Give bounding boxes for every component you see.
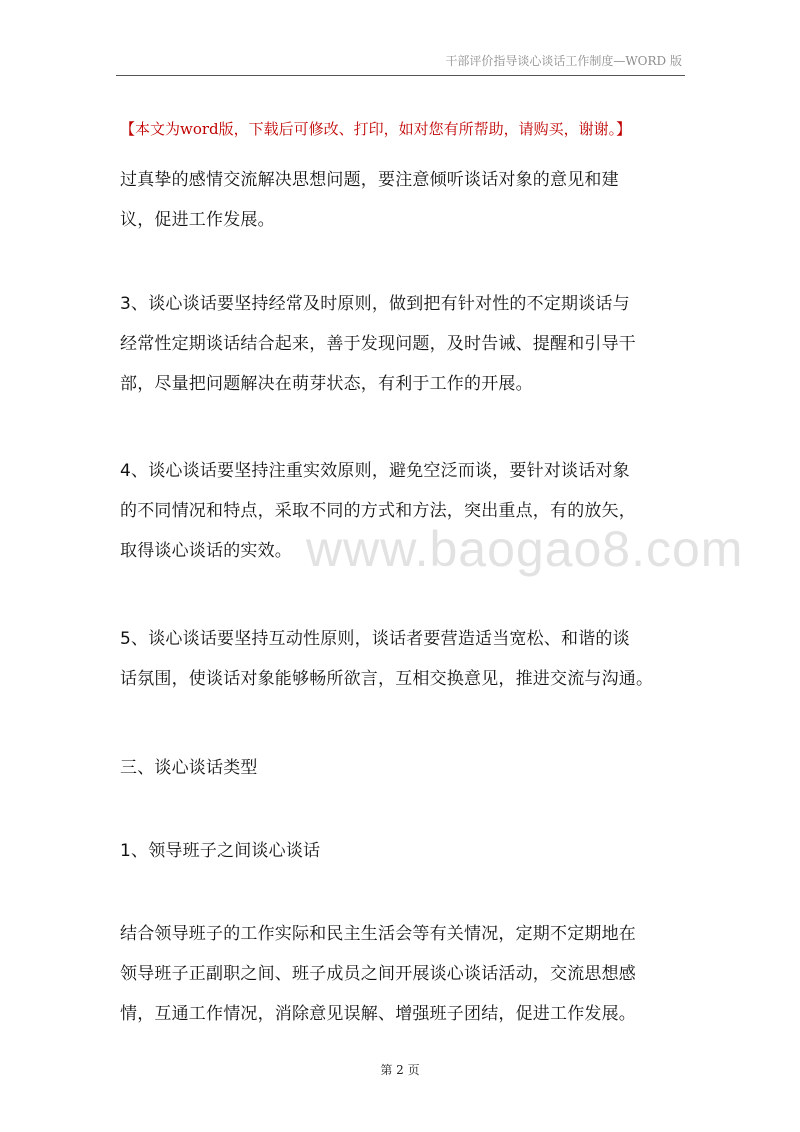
paragraph-line: 过真挚的感情交流解决思想问题，要注意倾听谈话对象的意见和建 bbox=[120, 170, 619, 190]
paragraph-line: 议，促进工作发展。 bbox=[120, 210, 275, 230]
paragraph-principle-5 bbox=[120, 619, 692, 699]
paragraph-line: 部，尽量把问题解决在萌芽状态，有利于工作的开展。 bbox=[120, 374, 533, 394]
paragraph-line: 3、谈心谈话要坚持经常及时原则，做到把有针对性的不定期谈话与 bbox=[120, 294, 630, 314]
paragraph-principle-4 bbox=[120, 451, 692, 571]
header-divider bbox=[116, 75, 685, 76]
heading-line: 三、谈心谈话类型 bbox=[120, 758, 258, 778]
site-watermark: www.baogao8.com bbox=[306, 521, 744, 577]
heading-line: 1、领导班子之间谈心谈话 bbox=[120, 841, 321, 861]
paragraph-line: 4、谈心谈话要坚持注重实效原则，避免空泛而谈，要针对谈话对象 bbox=[120, 461, 630, 481]
paragraph-line: 取得谈心谈话的实效。 bbox=[120, 541, 292, 561]
paragraph-line: 5、谈心谈话要坚持互动性原则，谈话者要营造适当宽松、和谐的谈 bbox=[120, 629, 630, 649]
paragraph-line: 情，互通工作情况，消除意见误解、增强班子团结，促进工作发展。 bbox=[120, 1004, 636, 1024]
page-number: 第 2 页 bbox=[380, 1063, 420, 1077]
purchase-notice: 【本文为word版，下载后可修改、打印，如对您有所帮助，请购买，谢谢。】 bbox=[120, 120, 632, 138]
paragraph-line: 经常性定期谈话结合起来，善于发现问题，及时告诫、提醒和引导干 bbox=[120, 334, 636, 354]
paragraph-leadership-talks bbox=[120, 914, 692, 1034]
paragraph-line: 结合领导班子的工作实际和民主生活会等有关情况，定期不定期地在 bbox=[120, 924, 636, 944]
paragraph-line: 话氛围，使谈话对象能够畅所欲言，互相交换意见，推进交流与沟通。 bbox=[120, 669, 654, 689]
subheading-leadership-talks bbox=[120, 831, 692, 871]
paragraph-line: 领导班子正副职之间、班子成员之间开展谈心谈话活动，交流思想感 bbox=[120, 964, 636, 984]
section-heading-types bbox=[120, 748, 692, 788]
paragraph-principle-3 bbox=[120, 284, 692, 404]
document-header-title: 干部评价指导谈心谈话工作制度—WORD 版 bbox=[445, 54, 682, 68]
paragraph-line: 的不同情况和特点，采取不同的方式和方法，突出重点，有的放矢， bbox=[120, 501, 636, 521]
paragraph-continuation bbox=[120, 160, 692, 240]
